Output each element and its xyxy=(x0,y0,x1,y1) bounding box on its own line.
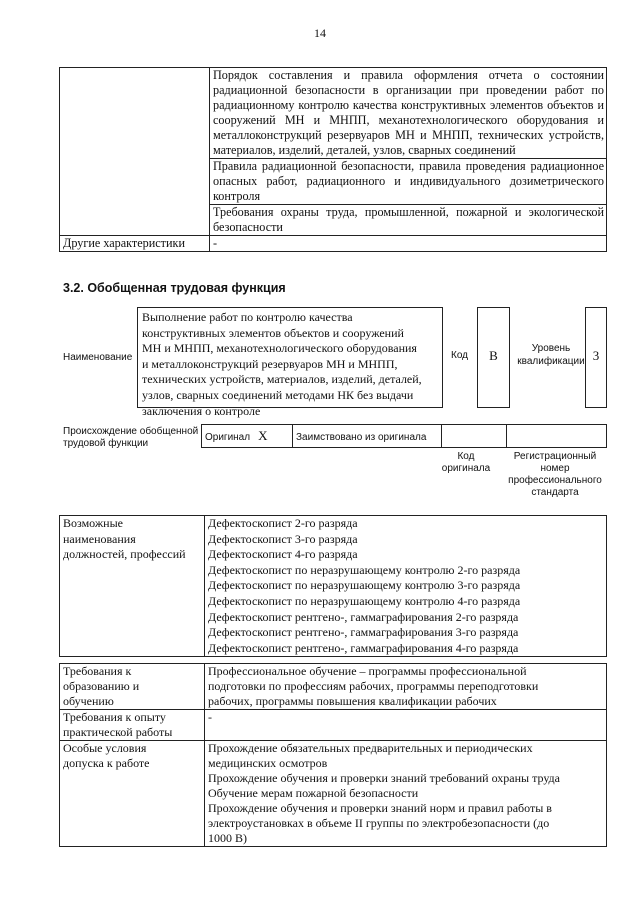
function-name-line: МН и МНПП, механотехнологического оборудования xyxy=(142,341,417,356)
position-item: Дефектоскопист 2-го разряда xyxy=(208,516,358,530)
reg-number-label xyxy=(503,451,607,499)
code-box xyxy=(477,307,510,408)
borrowed-cell xyxy=(293,425,442,448)
admission-value-line: электроустановках в объеме II группы по электробезопасности (до xyxy=(208,816,550,830)
original-cell xyxy=(202,425,293,448)
code-original-cell xyxy=(442,425,507,448)
education-value-cell xyxy=(205,664,607,710)
function-name-line: Выполнение работ по контролю качества xyxy=(142,310,353,324)
origin-table xyxy=(201,424,607,448)
admission-label-line: Особые условия xyxy=(63,741,147,755)
positions-label-line: Возможные xyxy=(63,516,123,530)
education-label-line: обучению xyxy=(63,694,114,708)
admission-value-line: Прохождение обучения и проверки знаний норм и правил работы в xyxy=(208,801,552,815)
reg-number-label-line: профессионального xyxy=(508,475,602,486)
admission-value-line: Обучение мерам пожарной безопасности xyxy=(208,786,419,800)
knowledge-label-cell xyxy=(60,68,210,236)
knowledge-table xyxy=(59,67,607,252)
positions-label-cell xyxy=(60,516,205,657)
code-original-label-line: оригинала xyxy=(441,463,491,474)
position-item: Дефектоскопист 4-го разряда xyxy=(208,547,358,562)
reg-number-cell xyxy=(507,425,607,448)
function-name-box xyxy=(137,307,443,418)
position-item: Дефектоскопист рентгено-, гаммаграфирования 4-го разряда xyxy=(208,640,519,655)
level-value: 3 xyxy=(592,348,600,363)
section-title: 3.2. Обобщенная трудовая функция xyxy=(63,281,286,295)
knowledge-item: Правила радиационной безопасности, правила проведения радиационное опасных работ, радиационного и индивидуального дозиметрического контроля xyxy=(210,159,607,205)
reg-number-label-line: номер xyxy=(540,463,570,474)
positions-label-line: должностей, профессий xyxy=(63,547,186,562)
original-label: Оригинал xyxy=(205,432,251,443)
page-number: 14 xyxy=(314,26,326,40)
origin-label xyxy=(63,426,198,450)
requirements-table xyxy=(59,663,607,847)
positions-table xyxy=(59,515,607,657)
level-label xyxy=(516,342,586,368)
function-name-line: технических устройств, материалов, изделий, деталей, xyxy=(142,372,422,387)
function-name-line: узлов, сварных соединений методами НК без выдачи xyxy=(142,387,414,402)
experience-label-line: практической работы xyxy=(63,725,173,739)
position-item: Дефектоскопист по неразрушающему контролю 2-го разряда xyxy=(208,562,521,577)
function-name-line: и металлоконструкций резервуаров МН и МНПП, xyxy=(142,356,398,371)
knowledge-item: Требования охраны труда, промышленной, пожарной и экологической безопасности xyxy=(210,205,607,236)
name-label: Наименование xyxy=(63,352,133,363)
position-item: Дефектоскопист по неразрушающему контролю 3-го разряда xyxy=(208,578,521,593)
experience-label-cell xyxy=(60,710,205,741)
experience-value-cell xyxy=(205,710,607,741)
borrowed-label: Заимствовано из оригинала xyxy=(296,432,427,443)
education-value-line: Профессиональное обучение – программы профессиональной xyxy=(208,664,527,678)
education-label-line: образованию и xyxy=(63,679,140,693)
admission-value-line: медицинских осмотров xyxy=(208,756,328,770)
level-label-line: Уровень xyxy=(531,343,571,354)
position-item: Дефектоскопист рентгено-, гаммаграфирования 2-го разряда xyxy=(208,609,519,624)
reg-number-label-line: Регистрационный xyxy=(513,451,597,462)
origin-label-line: Происхождение обобщенной xyxy=(63,426,199,437)
position-item: Дефектоскопист 3-го разряда xyxy=(208,531,358,546)
education-value-line: подготовки по профессиям рабочих, программы переподготовки xyxy=(208,679,539,693)
admission-label-line: допуска к работе xyxy=(63,756,150,770)
knowledge-item: Порядок составления и правила оформления отчета о состоянии радиационной безопасности в организации при проведении работ по радиационному контролю качества конструктивных элементов объектов и сооружений МН и МНПП, механотехнологического оборудования и металлоконструкций резервуаров МН и МНПП, технических устройств, материалов, изделий, деталей, узлов, сварных соединений xyxy=(210,68,607,159)
positions-label-line: наименования xyxy=(63,531,136,546)
admission-value-line: Прохождение обязательных предварительных и периодических xyxy=(208,741,533,755)
positions-list-cell xyxy=(205,516,607,657)
admission-value-cell xyxy=(205,741,607,847)
reg-number-label-line: стандарта xyxy=(531,487,579,498)
origin-label-line: трудовой функции xyxy=(63,438,149,449)
admission-value-line: Прохождение обучения и проверки знаний требований охраны труда xyxy=(208,771,560,785)
other-characteristics-label: Другие характеристики xyxy=(60,236,210,252)
education-label-cell xyxy=(60,664,205,710)
original-mark: X xyxy=(258,428,268,443)
position-item: Дефектоскопист рентгено-, гаммаграфирования 3-го разряда xyxy=(208,625,519,640)
code-value: B xyxy=(489,348,498,363)
position-item: Дефектоскопист по неразрушающему контролю 4-го разряда xyxy=(208,593,521,608)
experience-value-line: - xyxy=(208,710,212,724)
other-characteristics-value: - xyxy=(210,236,607,252)
function-name-line: конструктивных элементов объектов и сооружений xyxy=(142,325,404,340)
function-name-line: заключения о контроле xyxy=(142,403,261,418)
education-value-line: рабочих, программы повышения квалификации рабочих xyxy=(208,694,497,708)
level-label-line: квалификации xyxy=(517,356,585,367)
admission-label-cell xyxy=(60,741,205,847)
code-original-label-line: Код xyxy=(457,451,475,462)
code-original-label xyxy=(431,451,501,475)
level-box xyxy=(585,307,607,408)
experience-label-line: Требования к опыту xyxy=(63,710,166,724)
admission-value-line: 1000 В) xyxy=(208,831,247,845)
code-label: Код xyxy=(451,350,469,361)
education-label-line: Требования к xyxy=(63,664,132,678)
